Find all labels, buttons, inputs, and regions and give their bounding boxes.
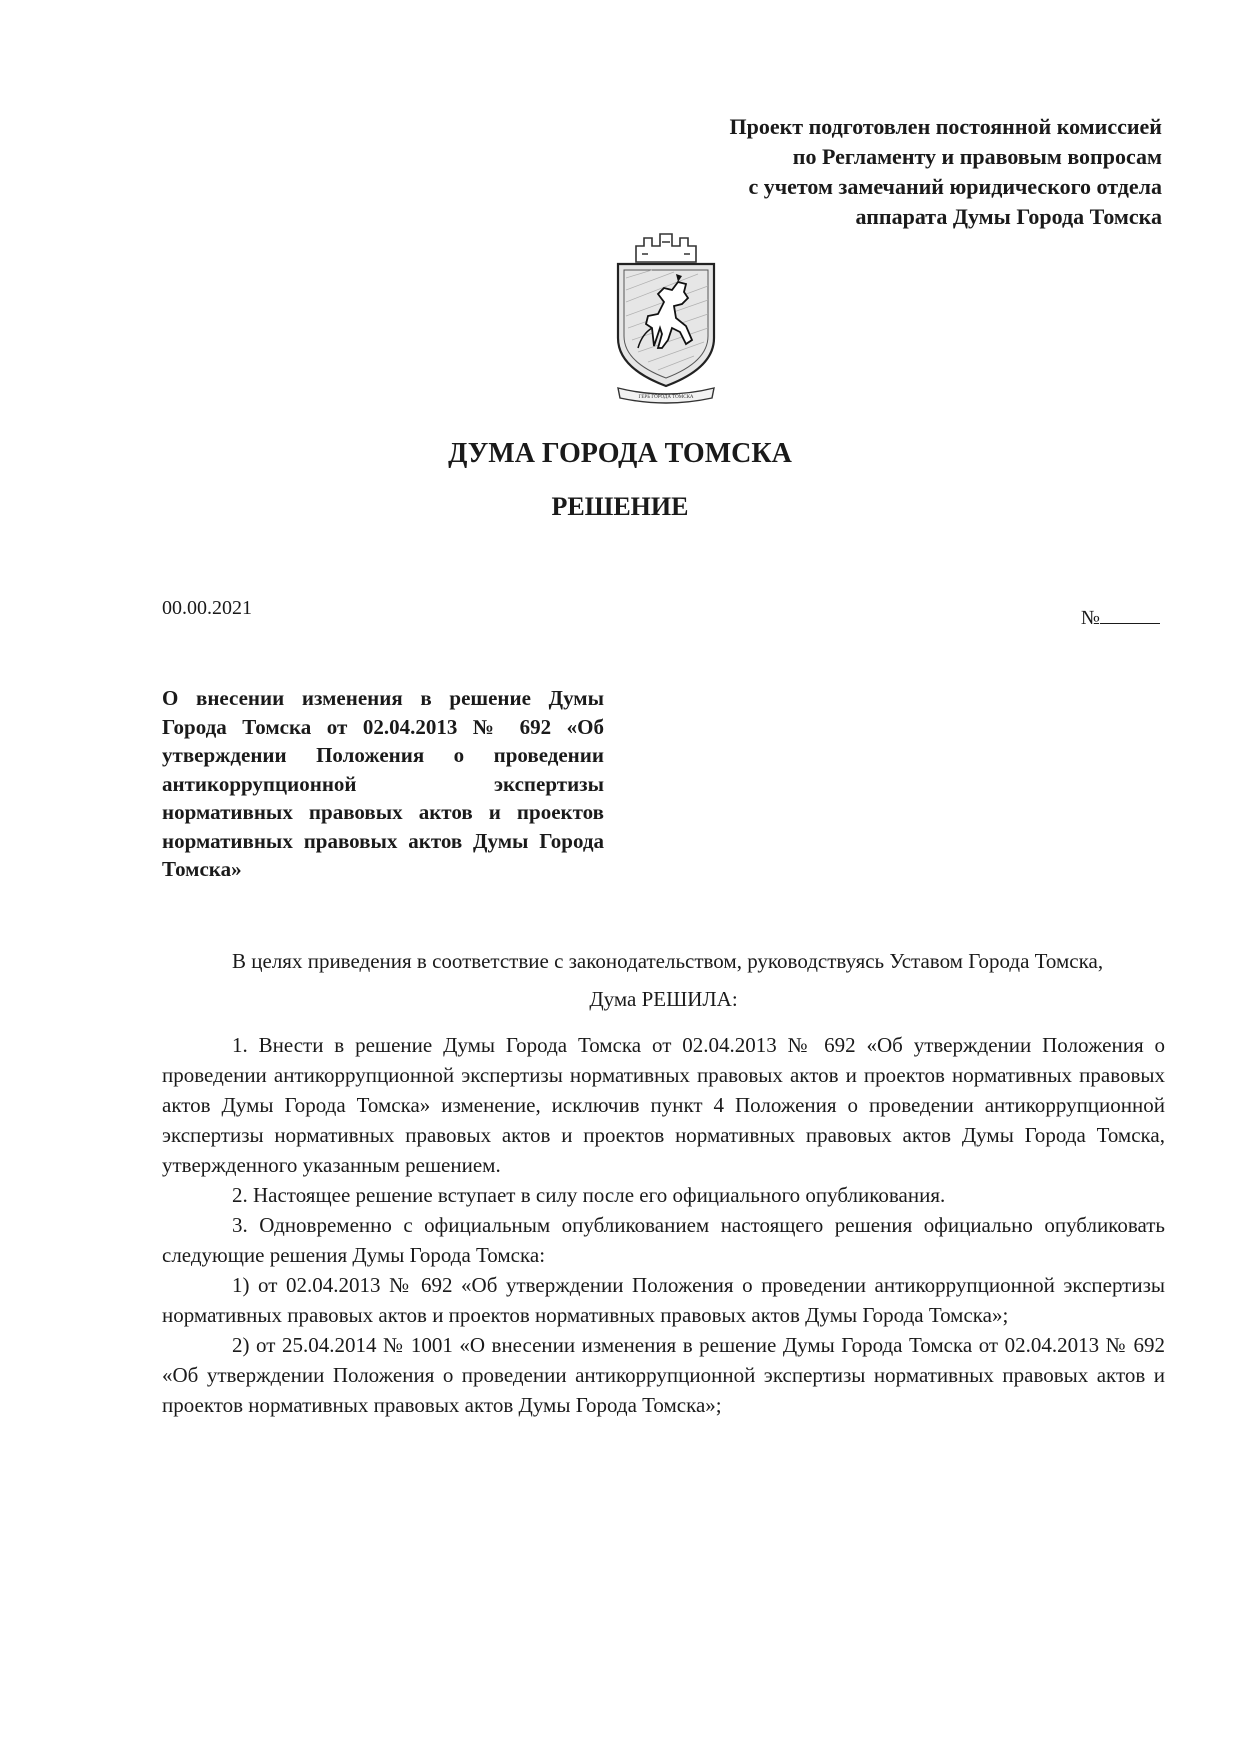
document-number [1081,605,1160,630]
number-label: № [1080,607,1100,629]
header-note-line: Проект подготовлен постоянной комиссией [729,114,1162,139]
list-item: 2. Настоящее решение вступает в силу после его официального опубликования. [232,1183,946,1207]
list-item: 2) от 25.04.2014 № 1001 «О внесении изменения в решение Думы Города Томска от 02.04.2013 № 692 «Об утверждении Положения о проведении антикоррупционной экспертизы нормативных правовых актов и проектов нормативных правовых актов Думы Города Томска»; [162,1333,1165,1417]
document-date: 00.00.2021 [162,597,252,619]
document-title: О внесении изменения в решение Думы Города Томска от 02.04.2013 № 692 «Об утверждении Положения о проведении антикоррупционной экспертизы нормативных правовых актов и проектов нормативных правовых актов Думы Города Томска» [162,686,604,881]
document-body [162,946,1165,1420]
document-kind: РЕШЕНИЕ [551,492,689,521]
header-note-line: с учетом замечаний юридического отдела [748,174,1162,199]
decision-line: Дума РЕШИЛА: [589,987,738,1011]
tomsk-coat-of-arms-icon [612,228,720,404]
list-item: 1. Внести в решение Думы Города Томска от 02.04.2013 № 692 «Об утверждении Положения о проведении антикоррупционной экспертизы нормативных правовых актов и проектов нормативных правовых актов Думы Города Томска» изменение, исключив пункт 4 Положения о проведении антикоррупционной экспертизы нормативных правовых актов и проектов нормативных правовых актов Думы Города Томска, утвержденного указанным решением. [162,1033,1165,1177]
number-blank [1100,605,1160,624]
header-note-line: аппарата Думы Города Томска [855,204,1162,229]
header-note-line: по Регламенту и правовым вопросам [792,144,1162,169]
emblem-ribbon-text: ГЕРБ ГОРОДА ТОМСКА [638,395,694,400]
header-note [729,112,1162,232]
list-item: 1) от 02.04.2013 № 692 «Об утверждении Положения о проведении антикоррупционной экспертизы нормативных правовых актов и проектов нормативных правовых актов Думы Города Томска»; [162,1273,1165,1327]
organization-name: ДУМА ГОРОДА ТОМСКА [448,438,792,469]
list-item: 3. Одновременно с официальным опубликованием настоящего решения официально опубликовать следующие решения Думы Города Томска: [162,1213,1165,1267]
preamble: В целях приведения в соответствие с законодательством, руководствуясь Уставом Города Томска, [232,949,1104,973]
